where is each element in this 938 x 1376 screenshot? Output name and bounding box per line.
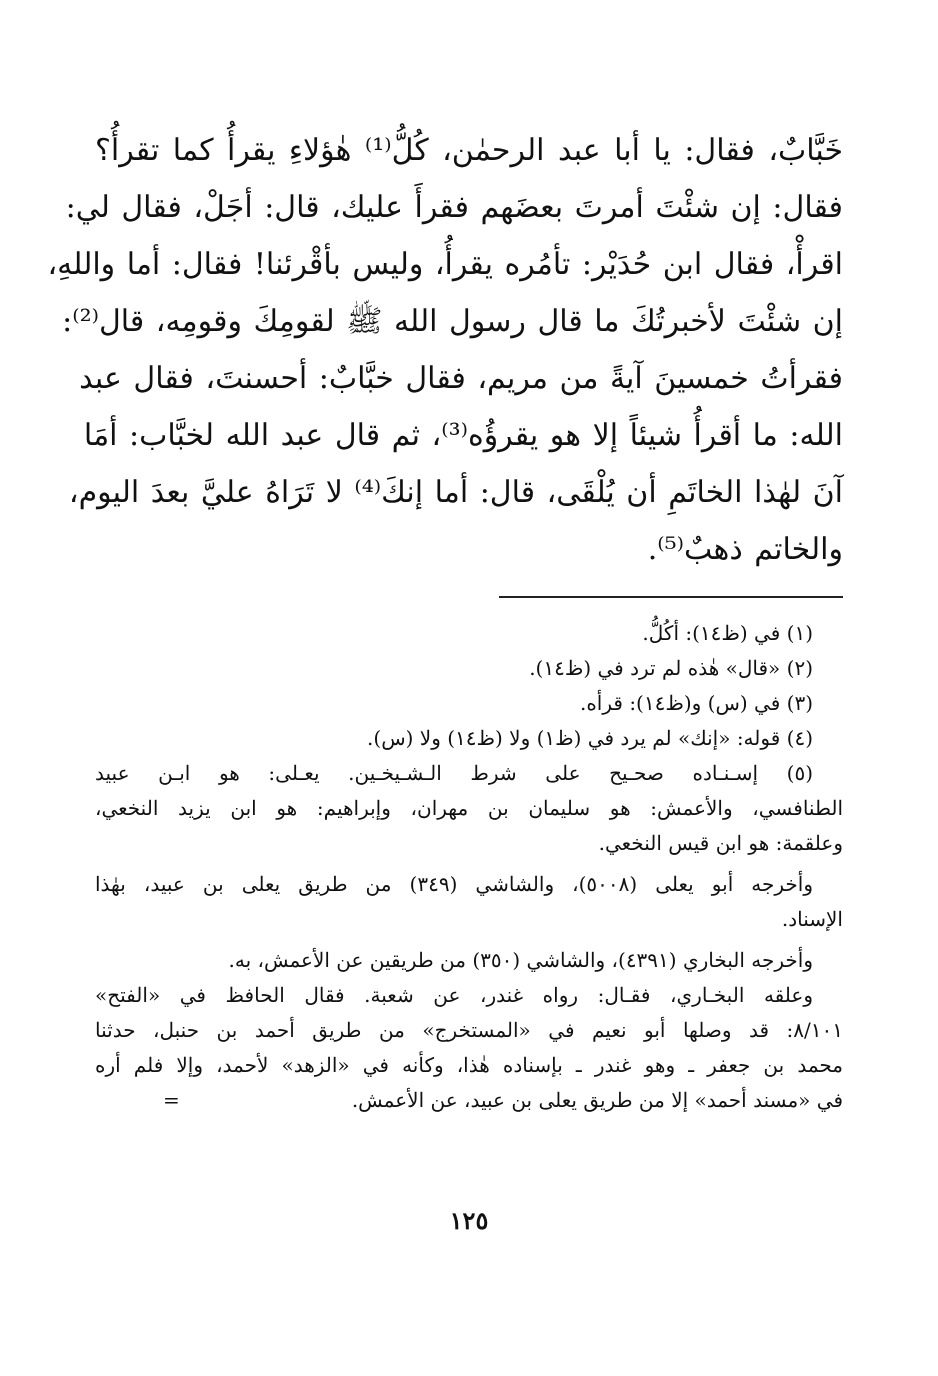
footnote-separator (499, 596, 843, 598)
main-text-line: والخاتم ذهبٌ⁽⁵⁾. (647, 532, 843, 567)
footnote-4: (٤) قوله: «إنك» لم يرد في (ظ١) ولا (ظ١٤) ولا (س). (367, 726, 813, 750)
main-text-line: اقرأْ، فقال ابن حُدَيْر: تأمُره يقرأُ، وليس بأقْرئنا! فقال: أما واللهِ، (47, 247, 843, 282)
continuation-mark: = (163, 1088, 180, 1112)
main-text-line: فقرأتُ خمسينَ آيةً من مريم، فقال خبَّابٌ: أحسنتَ، فقال عبد (79, 361, 843, 396)
footnote-3: (٣) في (س) و(ظ١٤): قرأه. (579, 691, 813, 715)
main-text-line: آنَ لهٰذا الخاتَمِ أن يُلْقَى، قال: أما إنكَ⁽⁴⁾ لا تَرَاهُ عليَّ بعدَ اليوم، (68, 475, 843, 510)
page-number: ١٢٥ (449, 1206, 489, 1235)
footnote-5-line: الطنافسي، والأعمش: هو سليمان بن مهران، وإبراهيم: هو ابن يزيد النخعي، (95, 796, 843, 820)
footnote-5-line: وعلقه البخـاري، فقـال: رواه غندر، عن شعبة. فقال الحافظ في «الفتح» (95, 983, 813, 1007)
main-text-block (47, 122, 843, 578)
footnote-5-line: محمد بن جعفر ـ وهو غندر ـ بإسناده هٰذا، وكأنه في «الزهد» لأحمد، وإلا فلم أره (95, 1053, 843, 1077)
footnote-1: (١) في (ظ١٤): أكُلُّ. (642, 621, 813, 645)
main-text-line: إن شئْتَ لأخبرتُكَ ما قال رسول الله ﷺ لقومِكَ وقومِه، قال⁽²⁾: (62, 304, 843, 339)
footnote-5-line: (٥) إسـنـاده صحـيح على شرط الـشـيخـين. يعـلى: هو ابـن عبيد (95, 761, 813, 785)
main-text-line: خَبَّابٌ، فقال: يا أبا عبد الرحمٰن، كُلُّ⁽¹⁾ هٰؤلاءِ يقرأُ كما تقرأُ؟ (95, 133, 843, 168)
footnotes-block (95, 616, 843, 1118)
footnote-5-line: الإسناد. (781, 907, 843, 931)
footnote-5-line (95, 1083, 843, 1118)
footnote-5-last-text: في «مسند أحمد» إلا من طريق يعلى بن عبيد، عن الأعمش. (351, 1088, 843, 1112)
footnote-5-line: وأخرجه أبو يعلى (٥٠٠٨)، والشاشي (٣٤٩) من طريق يعلى بن عبيد، بهٰذا (95, 872, 814, 896)
footnote-5-line: وعلقمة: هو ابن قيس النخعي. (598, 831, 843, 855)
footnote-5-line: وأخرجه البخاري (٤٣٩١)، والشاشي (٣٥٠) من طريقين عن الأعمش، به. (228, 948, 813, 972)
footnote-2: (٢) «قال» هٰذه لم ترد في (ظ١٤). (529, 656, 813, 680)
main-text-line: الله: ما أقرأُ شيئاً إلا هو يقرؤُه⁽³⁾، ثم قال عبد الله لخبَّاب: أمَا (83, 418, 843, 453)
footnote-5-line: ٨/١٠١: قد وصلها أبو نعيم في «المستخرج» من طريق أحمد بن حنبل، حدثنا (95, 1018, 843, 1042)
main-text-line: فقال: إن شئْتَ أمرتَ بعضَهم فقرأَ عليك، قال: أجَلْ، فقال لي: (65, 190, 843, 225)
